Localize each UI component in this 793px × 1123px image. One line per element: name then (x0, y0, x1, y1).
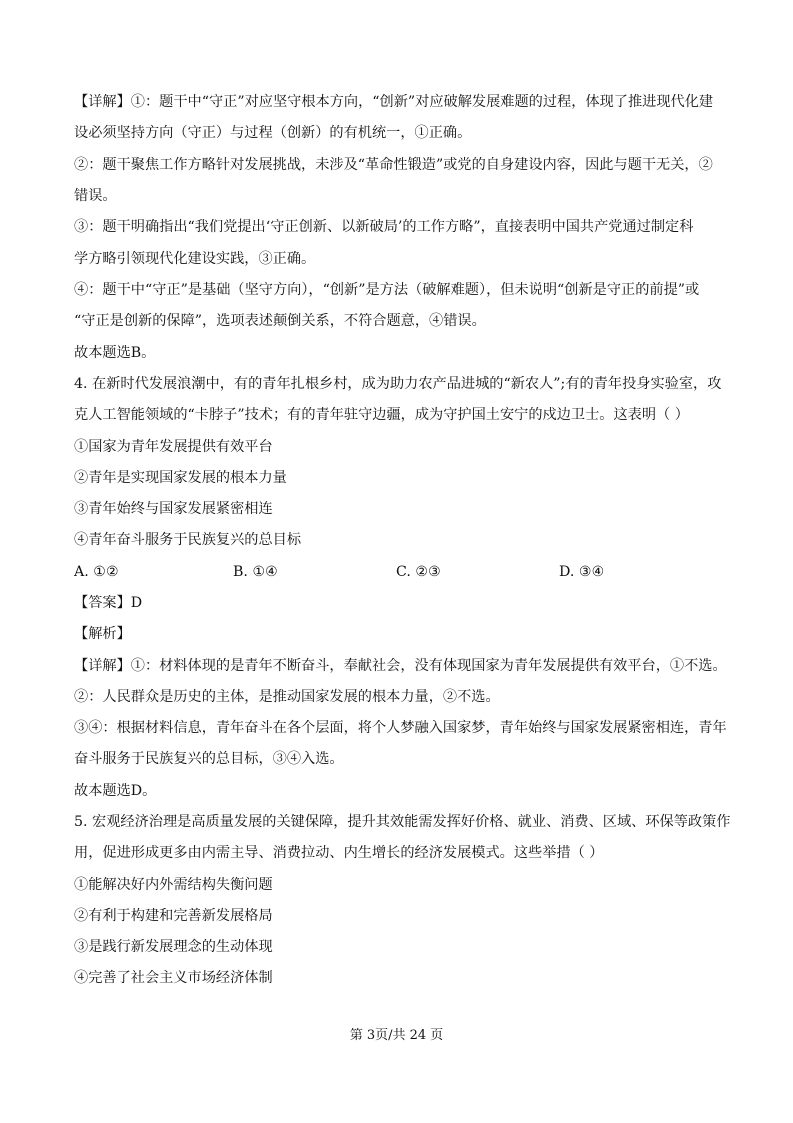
q5-item-3: ③是践行新发展理念的生动体现 (74, 939, 273, 955)
q4-item-4: ④青年奋斗服务于民族复兴的总目标 (74, 532, 302, 548)
detail-prev-line-1: 【详解】①：题干中“守正”对应坚守根本方向，“创新”对应破解发展难题的过程，体现了推进现代化建 (74, 94, 714, 110)
q4-stem-line-2: 克人工智能领域的“卡脖子”技术；有的青年驻守边疆，成为守护国土安宁的戍边卫士。这表明（ ） (74, 407, 689, 423)
page-number-footer: 第 3页/共 24 页 (349, 1028, 444, 1043)
q4-option-b: B. ①④ (233, 564, 278, 580)
detail-prev-line-6: 学方略引领现代化建设实践，③正确。 (74, 251, 316, 267)
detail-prev-line-8: “守正是创新的保障”，选项表述颠倒关系，不符合题意，④错误。 (74, 313, 486, 329)
q4-stem-line-1: 4. 在新时代发展浪潮中，有的青年扎根乡村，成为助力农产品进城的“新农人”;有的青年投身实验室，攻 (74, 376, 722, 392)
detail-prev-line-7: ④：题干中“守正”是基础（坚守方向），“创新”是方法（破解难题），但未说明“创新是守正的前提”或 (74, 282, 700, 298)
detail-prev-conclusion: 故本题选B。 (74, 345, 156, 361)
q4-analysis-heading: 【解析】 (74, 626, 131, 642)
q4-detail-line-4: 奋斗服务于民族复兴的总目标，③④入选。 (74, 751, 344, 767)
q4-answer: 【答案】D (74, 595, 143, 611)
detail-prev-line-4: 错误。 (74, 188, 117, 204)
q4-detail-line-2: ②：人民群众是历史的主体，是推动国家发展的根本力量，②不选。 (74, 689, 500, 705)
detail-prev-line-5: ③：题干明确指出“我们党提出‘守正创新、以新破局’的工作方略”，直接表明中国共产党通过制定科 (74, 219, 694, 235)
q5-item-2: ②有利于构建和完善新发展格局 (74, 908, 273, 924)
detail-prev-line-2: 设必须坚持方向（守正）与过程（创新）的有机统一，①正确。 (74, 125, 472, 141)
q4-conclusion: 故本题选D。 (74, 783, 157, 799)
q5-item-4: ④完善了社会主义市场经济体制 (74, 970, 273, 986)
q4-item-2: ②青年是实现国家发展的根本力量 (74, 470, 287, 486)
q4-option-a: A. ①② (74, 564, 119, 580)
q4-detail-line-3: ③④：根据材料信息，青年奋斗在各个层面，将个人梦融入国家梦，青年始终与国家发展紧密相连，青年 (74, 720, 727, 736)
q4-option-c: C. ②③ (396, 564, 441, 580)
q4-item-1: ①国家为青年发展提供有效平台 (74, 439, 273, 455)
q4-option-d: D. ③④ (559, 564, 605, 580)
detail-prev-line-3: ②：题干聚焦工作方略针对发展挑战，未涉及“革命性锻造”或党的自身建设内容，因此与题干无关，② (74, 157, 713, 173)
q4-detail-line-1: 【详解】①：材料体现的是青年不断奋斗，奉献社会，没有体现国家为青年发展提供有效平台，①不选。 (74, 658, 727, 674)
q5-stem-line-2: 用，促进形成更多由内需主导、消费拉动、内生增长的经济发展模式。这些举措（ ） (74, 845, 604, 861)
q4-item-3: ③青年始终与国家发展紧密相连 (74, 501, 273, 517)
q5-stem-line-1: 5. 宏观经济治理是高质量发展的关键保障，提升其效能需发挥好价格、就业、消费、区域、环保等政策作 (74, 814, 731, 830)
q5-item-1: ①能解决好内外需结构失衡问题 (74, 877, 273, 893)
